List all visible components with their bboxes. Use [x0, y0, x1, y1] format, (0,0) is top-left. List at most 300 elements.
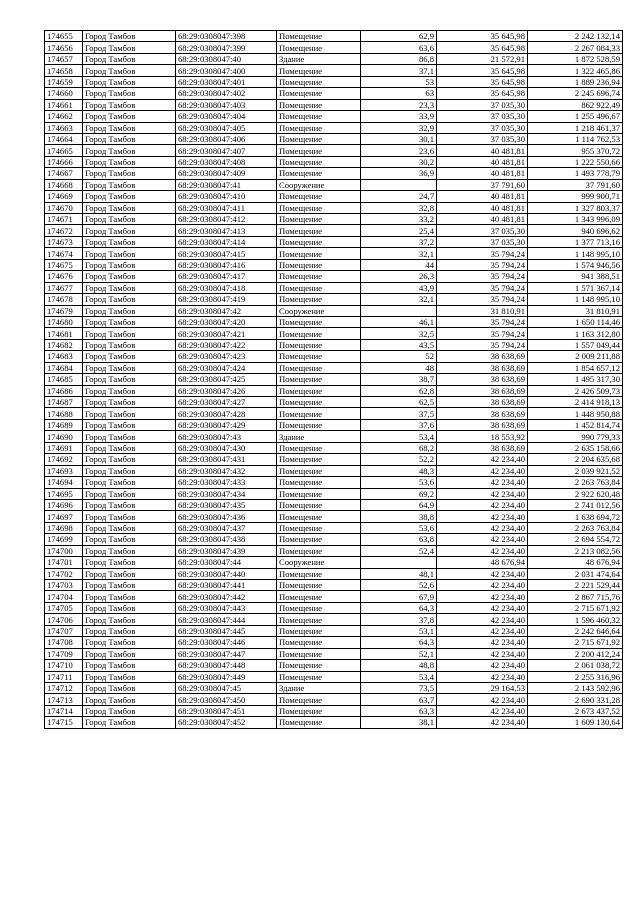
area-cell: 52,1: [361, 648, 437, 659]
city-cell: Город Тамбов: [83, 214, 176, 225]
area-cell: 38,8: [361, 511, 437, 522]
specific-value-cell: 37 035,30: [437, 225, 528, 236]
record-number-cell: 174679: [45, 305, 83, 316]
object-type-cell: Помещение: [277, 522, 361, 533]
cadastral-number-cell: 68:29:0308047:428: [176, 408, 277, 419]
object-type-cell: Помещение: [277, 705, 361, 716]
cadastral-number-cell: 68:29:0308047:429: [176, 419, 277, 430]
object-type-cell: Помещение: [277, 408, 361, 419]
area-cell: 37,8: [361, 614, 437, 625]
city-cell: Город Тамбов: [83, 408, 176, 419]
city-cell: Город Тамбов: [83, 385, 176, 396]
area-cell: 68,2: [361, 442, 437, 453]
record-number-cell: 174693: [45, 465, 83, 476]
cadastral-value-cell: 1 343 996,09: [528, 214, 623, 225]
cadastral-number-cell: 68:29:0308047:426: [176, 385, 277, 396]
object-type-cell: Помещение: [277, 488, 361, 499]
table-row: [45, 133, 623, 144]
table-row: [45, 454, 623, 465]
cadastral-number-cell: 68:29:0308047:427: [176, 397, 277, 408]
cadastral-number-cell: 68:29:0308047:446: [176, 637, 277, 648]
record-number-cell: 174712: [45, 682, 83, 693]
area-cell: 64,9: [361, 499, 437, 510]
table-row: [45, 557, 623, 568]
cadastral-number-cell: 68:29:0308047:403: [176, 99, 277, 110]
specific-value-cell: 42 234,40: [437, 580, 528, 591]
object-type-cell: Помещение: [277, 614, 361, 625]
cadastral-number-cell: 68:29:0308047:412: [176, 214, 277, 225]
table-row: [45, 442, 623, 453]
record-number-cell: 174663: [45, 122, 83, 133]
object-type-cell: Помещение: [277, 339, 361, 350]
object-type-cell: Помещение: [277, 717, 361, 728]
table-row: [45, 168, 623, 179]
object-type-cell: Помещение: [277, 225, 361, 236]
cadastral-value-cell: 1 872 528,59: [528, 53, 623, 64]
object-type-cell: Помещение: [277, 625, 361, 636]
cadastral-value-cell: 2 213 082,56: [528, 545, 623, 556]
table-row: [45, 99, 623, 110]
object-type-cell: Помещение: [277, 259, 361, 270]
area-cell: 64,3: [361, 602, 437, 613]
cadastral-value-cell: 2 635 158,66: [528, 442, 623, 453]
cadastral-number-cell: 68:29:0308047:405: [176, 122, 277, 133]
cadastral-value-cell: 2 694 554,72: [528, 534, 623, 545]
object-type-cell: Помещение: [277, 580, 361, 591]
object-type-cell: Помещение: [277, 545, 361, 556]
cadastral-number-cell: 68:29:0308047:443: [176, 602, 277, 613]
cadastral-value-cell: 2 242 646,64: [528, 625, 623, 636]
cadastral-value-cell: 37 791,60: [528, 179, 623, 190]
city-cell: Город Тамбов: [83, 568, 176, 579]
specific-value-cell: 42 234,40: [437, 511, 528, 522]
area-cell: 69,2: [361, 488, 437, 499]
cadastral-value-cell: 1 571 367,14: [528, 282, 623, 293]
city-cell: Город Тамбов: [83, 328, 176, 339]
record-number-cell: 174657: [45, 53, 83, 64]
table-row: [45, 362, 623, 373]
cadastral-number-cell: 68:29:0308047:42: [176, 305, 277, 316]
city-cell: Город Тамбов: [83, 305, 176, 316]
record-number-cell: 174710: [45, 660, 83, 671]
cadastral-number-cell: 68:29:0308047:41: [176, 179, 277, 190]
table-row: [45, 705, 623, 716]
area-cell: 48,1: [361, 568, 437, 579]
city-cell: Город Тамбов: [83, 511, 176, 522]
object-type-cell: Здание: [277, 682, 361, 693]
object-type-cell: Помещение: [277, 637, 361, 648]
object-type-cell: Помещение: [277, 568, 361, 579]
object-type-cell: Здание: [277, 431, 361, 442]
specific-value-cell: 38 638,69: [437, 374, 528, 385]
cadastral-number-cell: 68:29:0308047:441: [176, 580, 277, 591]
cadastral-number-cell: 68:29:0308047:40: [176, 53, 277, 64]
cadastral-value-cell: 2 690 331,28: [528, 694, 623, 705]
area-cell: 33,9: [361, 111, 437, 122]
city-cell: Город Тамбов: [83, 248, 176, 259]
record-number-cell: 174692: [45, 454, 83, 465]
record-number-cell: 174688: [45, 408, 83, 419]
object-type-cell: Помещение: [277, 477, 361, 488]
area-cell: 37,2: [361, 236, 437, 247]
cadastral-value-cell: 31 810,91: [528, 305, 623, 316]
specific-value-cell: 42 234,40: [437, 614, 528, 625]
record-number-cell: 174698: [45, 522, 83, 533]
record-number-cell: 174676: [45, 271, 83, 282]
cadastral-number-cell: 68:29:0308047:411: [176, 202, 277, 213]
cadastral-value-cell: 941 388,51: [528, 271, 623, 282]
cadastral-value-cell: 2 673 437,52: [528, 705, 623, 716]
table-row: [45, 202, 623, 213]
city-cell: Город Тамбов: [83, 648, 176, 659]
table-row: [45, 580, 623, 591]
cadastral-number-cell: 68:29:0308047:407: [176, 145, 277, 156]
record-number-cell: 174697: [45, 511, 83, 522]
cadastral-number-cell: 68:29:0308047:433: [176, 477, 277, 488]
cadastral-number-cell: 68:29:0308047:416: [176, 259, 277, 270]
city-cell: Город Тамбов: [83, 351, 176, 362]
record-number-cell: 174694: [45, 477, 83, 488]
area-cell: 48: [361, 362, 437, 373]
cadastral-number-cell: 68:29:0308047:438: [176, 534, 277, 545]
city-cell: Город Тамбов: [83, 477, 176, 488]
area-cell: 52: [361, 351, 437, 362]
cadastral-value-cell: 2 922 620,48: [528, 488, 623, 499]
cadastral-number-cell: 68:29:0308047:419: [176, 294, 277, 305]
cadastral-number-cell: 68:29:0308047:437: [176, 522, 277, 533]
specific-value-cell: 35 794,24: [437, 248, 528, 259]
specific-value-cell: 35 645,98: [437, 65, 528, 76]
cadastral-number-cell: 68:29:0308047:418: [176, 282, 277, 293]
record-number-cell: 174673: [45, 236, 83, 247]
cadastral-value-table: [44, 30, 623, 729]
record-number-cell: 174685: [45, 374, 83, 385]
object-type-cell: Помещение: [277, 397, 361, 408]
record-number-cell: 174700: [45, 545, 83, 556]
area-cell: 48,3: [361, 465, 437, 476]
table-row: [45, 305, 623, 316]
specific-value-cell: 42 234,40: [437, 477, 528, 488]
specific-value-cell: 37 035,30: [437, 99, 528, 110]
city-cell: Город Тамбов: [83, 454, 176, 465]
object-type-cell: Помещение: [277, 236, 361, 247]
specific-value-cell: 40 481,81: [437, 168, 528, 179]
record-number-cell: 174684: [45, 362, 83, 373]
city-cell: Город Тамбов: [83, 374, 176, 385]
record-number-cell: 174662: [45, 111, 83, 122]
cadastral-value-cell: 2 031 474,64: [528, 568, 623, 579]
object-type-cell: Помещение: [277, 191, 361, 202]
object-type-cell: Помещение: [277, 282, 361, 293]
city-cell: Город Тамбов: [83, 99, 176, 110]
record-number-cell: 174667: [45, 168, 83, 179]
object-type-cell: Помещение: [277, 202, 361, 213]
record-number-cell: 174701: [45, 557, 83, 568]
table-row: [45, 214, 623, 225]
object-type-cell: Помещение: [277, 294, 361, 305]
city-cell: Город Тамбов: [83, 42, 176, 53]
cadastral-value-cell: 1 148 995,10: [528, 248, 623, 259]
cadastral-number-cell: 68:29:0308047:45: [176, 682, 277, 693]
specific-value-cell: 42 234,40: [437, 648, 528, 659]
table-row: [45, 522, 623, 533]
record-number-cell: 174665: [45, 145, 83, 156]
city-cell: Город Тамбов: [83, 465, 176, 476]
object-type-cell: Помещение: [277, 419, 361, 430]
cadastral-number-cell: 68:29:0308047:420: [176, 316, 277, 327]
area-cell: [361, 179, 437, 190]
cadastral-value-cell: 1 327 803,37: [528, 202, 623, 213]
object-type-cell: Помещение: [277, 362, 361, 373]
cadastral-value-cell: 1 322 465,86: [528, 65, 623, 76]
area-cell: 52,4: [361, 545, 437, 556]
cadastral-value-cell: 1 495 317,30: [528, 374, 623, 385]
area-cell: 53,4: [361, 671, 437, 682]
city-cell: Город Тамбов: [83, 236, 176, 247]
table-row: [45, 271, 623, 282]
cadastral-value-cell: 1 255 496,67: [528, 111, 623, 122]
cadastral-number-cell: 68:29:0308047:399: [176, 42, 277, 53]
table-row: [45, 88, 623, 99]
table-row: [45, 591, 623, 602]
table-row: [45, 614, 623, 625]
city-cell: Город Тамбов: [83, 717, 176, 728]
object-type-cell: Помещение: [277, 168, 361, 179]
cadastral-number-cell: 68:29:0308047:406: [176, 133, 277, 144]
cadastral-number-cell: 68:29:0308047:451: [176, 705, 277, 716]
area-cell: 52,2: [361, 454, 437, 465]
object-type-cell: Помещение: [277, 328, 361, 339]
area-cell: 32,8: [361, 202, 437, 213]
object-type-cell: Помещение: [277, 534, 361, 545]
cadastral-value-cell: 2 245 696,74: [528, 88, 623, 99]
object-type-cell: Помещение: [277, 42, 361, 53]
cadastral-number-cell: 68:29:0308047:404: [176, 111, 277, 122]
specific-value-cell: 40 481,81: [437, 156, 528, 167]
cadastral-value-cell: 2 039 921,52: [528, 465, 623, 476]
area-cell: 63,3: [361, 705, 437, 716]
city-cell: Город Тамбов: [83, 225, 176, 236]
cadastral-value-cell: 1 222 550,66: [528, 156, 623, 167]
area-cell: 43,5: [361, 339, 437, 350]
object-type-cell: Помещение: [277, 442, 361, 453]
area-cell: 62,9: [361, 31, 437, 42]
record-number-cell: 174675: [45, 259, 83, 270]
specific-value-cell: 35 645,98: [437, 88, 528, 99]
area-cell: 63,6: [361, 42, 437, 53]
specific-value-cell: 35 645,98: [437, 76, 528, 87]
specific-value-cell: 35 645,98: [437, 31, 528, 42]
cadastral-number-cell: 68:29:0308047:432: [176, 465, 277, 476]
area-cell: 43,9: [361, 282, 437, 293]
cadastral-number-cell: 68:29:0308047:43: [176, 431, 277, 442]
city-cell: Город Тамбов: [83, 65, 176, 76]
table-body: [45, 31, 623, 729]
city-cell: Город Тамбов: [83, 168, 176, 179]
area-cell: [361, 557, 437, 568]
cadastral-value-cell: 1 452 814,74: [528, 419, 623, 430]
area-cell: 32,9: [361, 122, 437, 133]
specific-value-cell: 37 035,30: [437, 236, 528, 247]
table-row: [45, 465, 623, 476]
object-type-cell: Помещение: [277, 671, 361, 682]
record-number-cell: 174659: [45, 76, 83, 87]
specific-value-cell: 48 676,94: [437, 557, 528, 568]
table-row: [45, 419, 623, 430]
specific-value-cell: 40 481,81: [437, 202, 528, 213]
record-number-cell: 174670: [45, 202, 83, 213]
cadastral-number-cell: 68:29:0308047:450: [176, 694, 277, 705]
table-row: [45, 225, 623, 236]
specific-value-cell: 42 234,40: [437, 499, 528, 510]
specific-value-cell: 42 234,40: [437, 717, 528, 728]
cadastral-value-cell: 2 414 918,13: [528, 397, 623, 408]
table-row: [45, 236, 623, 247]
area-cell: 62,5: [361, 397, 437, 408]
record-number-cell: 174656: [45, 42, 83, 53]
object-type-cell: Помещение: [277, 248, 361, 259]
area-cell: 26,3: [361, 271, 437, 282]
specific-value-cell: 40 481,81: [437, 145, 528, 156]
object-type-cell: Помещение: [277, 602, 361, 613]
table-row: [45, 694, 623, 705]
area-cell: 30,1: [361, 133, 437, 144]
object-type-cell: Помещение: [277, 133, 361, 144]
city-cell: Город Тамбов: [83, 682, 176, 693]
cadastral-value-cell: 2 741 012,56: [528, 499, 623, 510]
record-number-cell: 174689: [45, 419, 83, 430]
record-number-cell: 174713: [45, 694, 83, 705]
object-type-cell: Помещение: [277, 156, 361, 167]
record-number-cell: 174706: [45, 614, 83, 625]
specific-value-cell: 42 234,40: [437, 625, 528, 636]
city-cell: Город Тамбов: [83, 694, 176, 705]
record-number-cell: 174666: [45, 156, 83, 167]
object-type-cell: Сооружение: [277, 179, 361, 190]
table-row: [45, 248, 623, 259]
cadastral-number-cell: 68:29:0308047:431: [176, 454, 277, 465]
cadastral-number-cell: 68:29:0308047:410: [176, 191, 277, 202]
area-cell: 86,8: [361, 53, 437, 64]
cadastral-value-cell: 955 370,72: [528, 145, 623, 156]
cadastral-value-cell: 1 114 762,53: [528, 133, 623, 144]
cadastral-number-cell: 68:29:0308047:444: [176, 614, 277, 625]
specific-value-cell: 42 234,40: [437, 545, 528, 556]
cadastral-value-cell: 862 922,49: [528, 99, 623, 110]
area-cell: 48,8: [361, 660, 437, 671]
cadastral-number-cell: 68:29:0308047:439: [176, 545, 277, 556]
area-cell: 53: [361, 76, 437, 87]
city-cell: Город Тамбов: [83, 339, 176, 350]
object-type-cell: Здание: [277, 53, 361, 64]
record-number-cell: 174672: [45, 225, 83, 236]
city-cell: Город Тамбов: [83, 122, 176, 133]
table-row: [45, 259, 623, 270]
object-type-cell: Помещение: [277, 465, 361, 476]
cadastral-value-cell: 2 715 671,92: [528, 637, 623, 648]
specific-value-cell: 38 638,69: [437, 442, 528, 453]
record-number-cell: 174690: [45, 431, 83, 442]
city-cell: Город Тамбов: [83, 88, 176, 99]
record-number-cell: 174682: [45, 339, 83, 350]
record-number-cell: 174715: [45, 717, 83, 728]
object-type-cell: Помещение: [277, 214, 361, 225]
table-row: [45, 545, 623, 556]
object-type-cell: Помещение: [277, 499, 361, 510]
cadastral-value-cell: 1 609 130,64: [528, 717, 623, 728]
object-type-cell: Помещение: [277, 694, 361, 705]
city-cell: Город Тамбов: [83, 660, 176, 671]
record-number-cell: 174660: [45, 88, 83, 99]
specific-value-cell: 42 234,40: [437, 568, 528, 579]
specific-value-cell: 42 234,40: [437, 591, 528, 602]
table-row: [45, 511, 623, 522]
cadastral-number-cell: 68:29:0308047:430: [176, 442, 277, 453]
city-cell: Город Тамбов: [83, 294, 176, 305]
record-number-cell: 174658: [45, 65, 83, 76]
cadastral-value-cell: 1 638 694,72: [528, 511, 623, 522]
cadastral-number-cell: 68:29:0308047:435: [176, 499, 277, 510]
record-number-cell: 174664: [45, 133, 83, 144]
object-type-cell: Помещение: [277, 271, 361, 282]
cadastral-number-cell: 68:29:0308047:424: [176, 362, 277, 373]
area-cell: 25,4: [361, 225, 437, 236]
city-cell: Город Тамбов: [83, 133, 176, 144]
area-cell: 37,5: [361, 408, 437, 419]
area-cell: 36,9: [361, 168, 437, 179]
specific-value-cell: 37 035,30: [437, 133, 528, 144]
record-number-cell: 174699: [45, 534, 83, 545]
table-row: [45, 431, 623, 442]
specific-value-cell: 38 638,69: [437, 419, 528, 430]
table-row: [45, 282, 623, 293]
record-number-cell: 174702: [45, 568, 83, 579]
area-cell: 67,9: [361, 591, 437, 602]
cadastral-number-cell: 68:29:0308047:422: [176, 339, 277, 350]
cadastral-value-cell: 1 493 778,79: [528, 168, 623, 179]
city-cell: Город Тамбов: [83, 671, 176, 682]
specific-value-cell: 35 794,24: [437, 316, 528, 327]
area-cell: 23,3: [361, 99, 437, 110]
record-number-cell: 174704: [45, 591, 83, 602]
object-type-cell: Сооружение: [277, 305, 361, 316]
city-cell: Город Тамбов: [83, 397, 176, 408]
area-cell: 53,1: [361, 625, 437, 636]
cadastral-value-cell: 1 377 713,16: [528, 236, 623, 247]
cadastral-value-cell: 1 889 236,94: [528, 76, 623, 87]
area-cell: 63,8: [361, 534, 437, 545]
object-type-cell: Помещение: [277, 145, 361, 156]
record-number-cell: 174668: [45, 179, 83, 190]
cadastral-number-cell: 68:29:0308047:447: [176, 648, 277, 659]
cadastral-value-cell: 1 148 995,10: [528, 294, 623, 305]
cadastral-value-cell: 48 676,94: [528, 557, 623, 568]
table-row: [45, 660, 623, 671]
table-row: [45, 76, 623, 87]
cadastral-value-cell: 999 900,71: [528, 191, 623, 202]
object-type-cell: Помещение: [277, 88, 361, 99]
cadastral-number-cell: 68:29:0308047:434: [176, 488, 277, 499]
cadastral-value-cell: 2 263 763,84: [528, 522, 623, 533]
area-cell: 53,6: [361, 522, 437, 533]
specific-value-cell: 42 234,40: [437, 660, 528, 671]
city-cell: Город Тамбов: [83, 53, 176, 64]
object-type-cell: Помещение: [277, 648, 361, 659]
table-row: [45, 53, 623, 64]
record-number-cell: 174661: [45, 99, 83, 110]
area-cell: 32,5: [361, 328, 437, 339]
record-number-cell: 174678: [45, 294, 83, 305]
